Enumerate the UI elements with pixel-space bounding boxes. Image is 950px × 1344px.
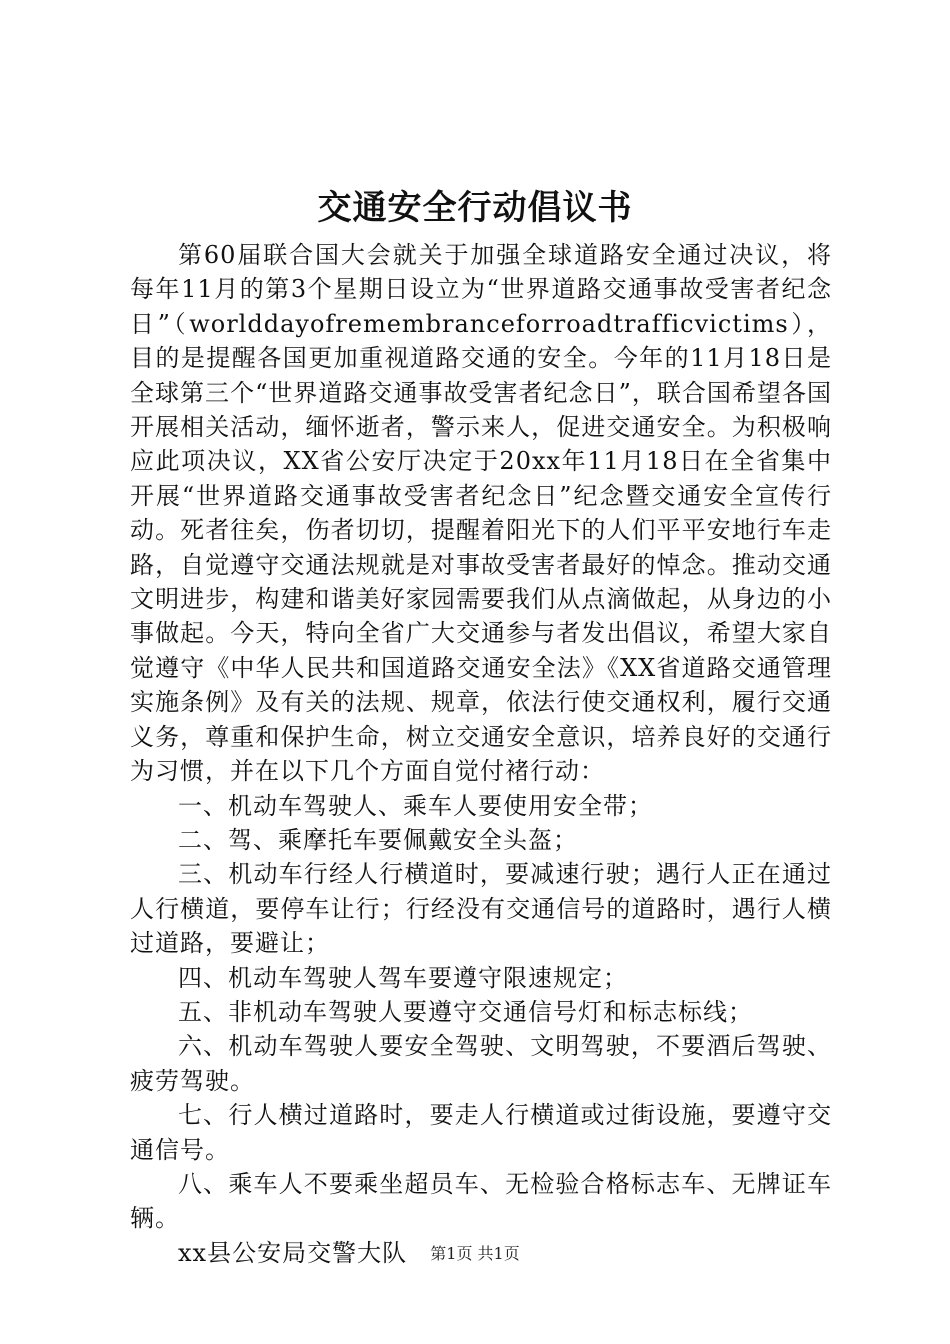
list-item: 七、行人横过道路时，要走人行横道或过街设施，要遵守交通信号。 <box>130 1101 832 1164</box>
list-item: 八、乘车人不要乘坐超员车、无检验合格标志车、无牌证车辆。 <box>130 1169 832 1233</box>
list-item: 二、驾、乘摩托车要佩戴安全头盔； <box>178 825 578 854</box>
list-item: 六、机动车驾驶人要安全驾驶、文明驾驶，不要酒后驾驶、疲劳驾驶。 <box>130 1032 832 1095</box>
list-item: 一、机动车驾驶人、乘车人要使用安全带； <box>178 791 653 820</box>
intro-paragraph: 第60届联合国大会就关于加强全球道路安全通过决议，将每年11月的第3个星期日设立为“世界道路交通事故受害者纪念日”（worlddayofremembranceforroadtrafficvictims），目的是提醒各国更加重视道路交通的安全。今年的11月18日是全球第三个“世界道路交通事故受害者纪念日”，联合国希望各国开展相关活动，缅怀逝者，警示来人，促进交通安全。为积极响应此项决议，XX省公安厅决定于20xx年11月18日在全省集中开展“世界道路交通事故受害者纪念日”纪念暨交通安全宣传行动。死者往矣，伤者切切，提醒着阳光下的人们平平安地行车走路，自觉遵守交通法规就是对事故受害者最好的悼念。推动交通文明进步，构建和谐美好家园需要我们从点滴做起，从身边的小事做起。今天，特向全省广大交通参与者发出倡议，希望大家自觉遵守《中华人民共和国道路交通安全法》《XX省道路交通管理实施条例》及有关的法规、规章，依法行使交通权利，履行交通义务，尊重和保护生命，树立交通安全意识，培养良好的交通行为习惯，并在以下几个方面自觉付褚行动： <box>130 241 832 786</box>
document-title: 交通安全行动倡议书 <box>317 188 633 228</box>
list-item: 五、非机动车驾驶人要遵守交通信号灯和标志标线； <box>178 997 753 1026</box>
document-body <box>130 238 832 1270</box>
signature: xx县公安局交警大队 <box>178 1238 408 1267</box>
list-item: 四、机动车驾驶人驾车要遵守限速规定； <box>178 963 628 992</box>
list-item: 三、机动车行经人行横道时，要减速行驶；遇行人正在通过人行横道，要停车让行；行经没有交通信号的道路时，遇行人横过道路，要避让； <box>130 860 832 958</box>
page-footer: 第1页 共1页 <box>430 1244 520 1263</box>
